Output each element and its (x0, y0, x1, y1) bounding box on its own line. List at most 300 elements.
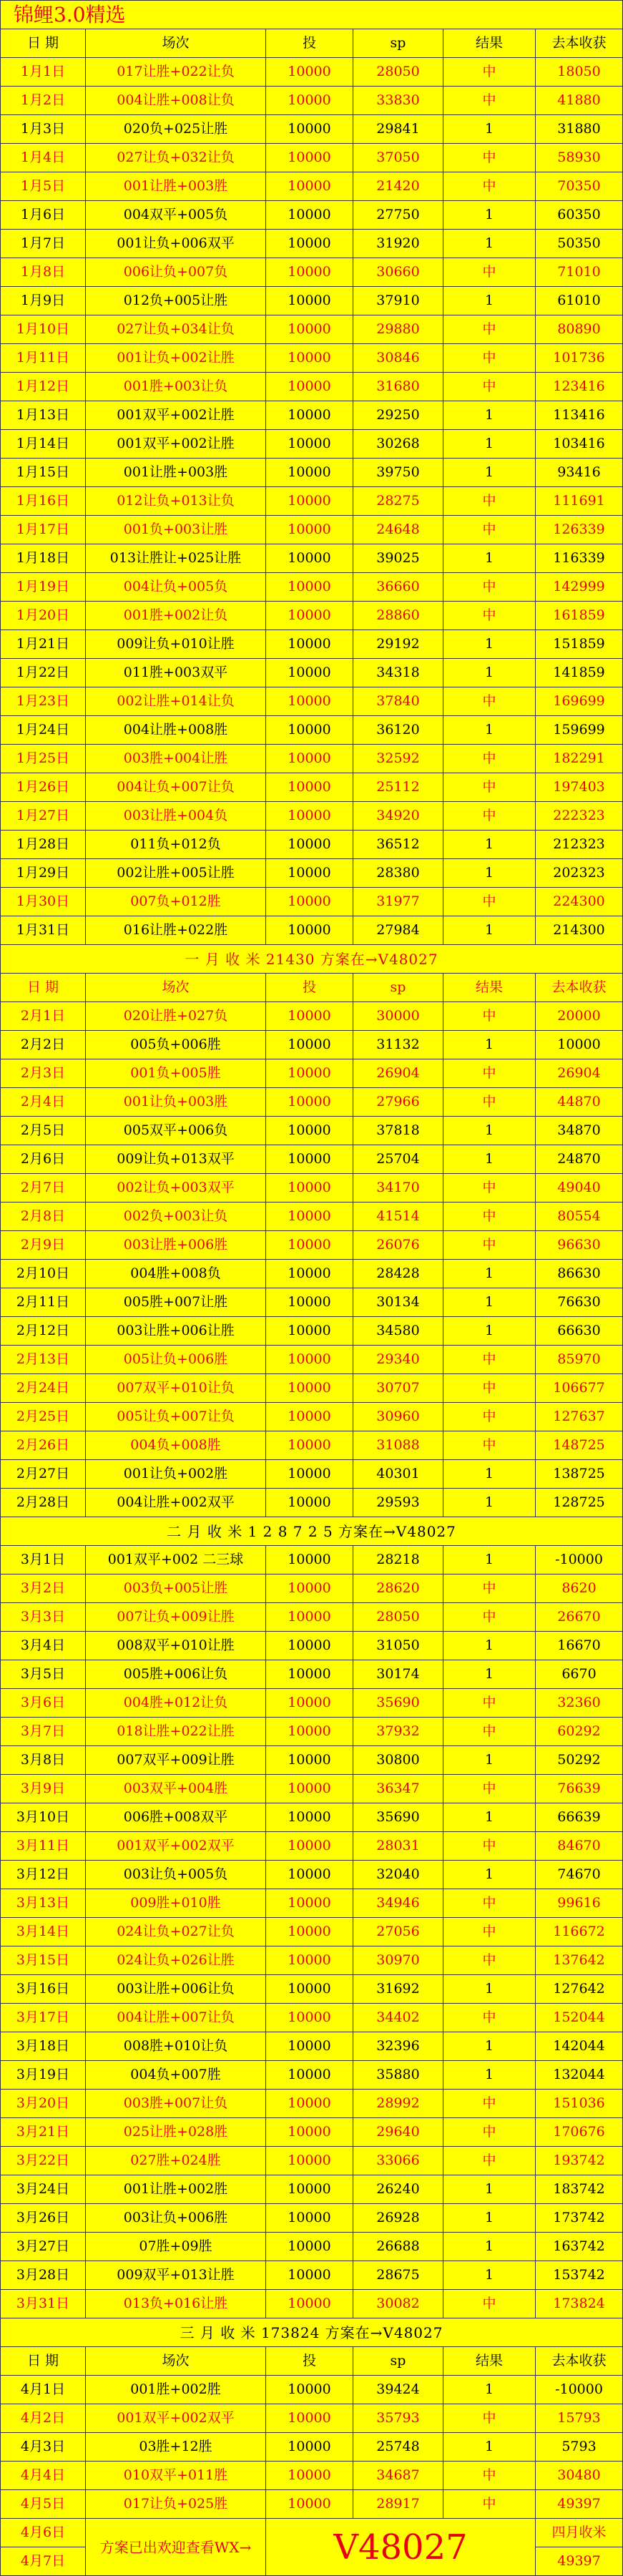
table-row (1, 1918, 623, 1946)
match-cell: 007双平+010让负 (86, 1374, 266, 1403)
profit-cell: 151036 (536, 2090, 623, 2118)
result-cell: 1 (443, 1288, 536, 1317)
header-result: 结果 (443, 974, 536, 1002)
date-cell: 1月30日 (1, 888, 86, 916)
stake-cell: 10000 (266, 2233, 353, 2261)
date-cell: 3月12日 (1, 1861, 86, 1889)
match-cell: 004让胜+002双平 (86, 1489, 266, 1517)
result-cell: 1 (443, 916, 536, 945)
result-cell: 1 (443, 831, 536, 859)
result-cell: 1 (443, 630, 536, 659)
header-result: 结果 (443, 2347, 536, 2376)
date-cell: 1月2日 (1, 87, 86, 115)
profit-cell: 71010 (536, 258, 623, 287)
profit-cell: 193742 (536, 2147, 623, 2175)
header-match: 场次 (86, 29, 266, 58)
match-cell: 024让负+027让负 (86, 1918, 266, 1946)
sp-cell: 28675 (353, 2261, 443, 2290)
match-cell: 009双平+013让胜 (86, 2261, 266, 2290)
sp-cell: 26076 (353, 1231, 443, 1260)
result-cell: 中 (443, 2290, 536, 2318)
table-row (1, 1861, 623, 1889)
result-cell: 1 (443, 1489, 536, 1517)
stake-cell: 10000 (266, 344, 353, 373)
table-row (1, 315, 623, 344)
sp-cell: 30800 (353, 1746, 443, 1775)
result-cell: 1 (443, 1660, 536, 1689)
table-row (1, 2118, 623, 2147)
table-row (1, 1403, 623, 1431)
profit-cell: 16670 (536, 1632, 623, 1660)
sp-cell: 25112 (353, 773, 443, 802)
match-cell: 004让胜+008胜 (86, 716, 266, 745)
table-row (1, 573, 623, 602)
month-summary: 二 月 收 米 1 2 8 7 2 5 方案在→V48027 (1, 1517, 623, 1546)
date-cell: 2月2日 (1, 1031, 86, 1059)
match-cell: 011胜+003双平 (86, 659, 266, 687)
match-cell: 016让胜+022胜 (86, 916, 266, 945)
sp-cell: 31050 (353, 1632, 443, 1660)
header-stake: 投 (266, 29, 353, 58)
profit-cell: 34870 (536, 1117, 623, 1145)
date-cell: 3月3日 (1, 1603, 86, 1632)
table-row (1, 2032, 623, 2061)
table-row (1, 2261, 623, 2290)
sp-cell: 31977 (353, 888, 443, 916)
header-row (1, 29, 623, 58)
sp-cell: 31132 (353, 1031, 443, 1059)
date-cell: 1月22日 (1, 659, 86, 687)
stake-cell: 10000 (266, 487, 353, 516)
profit-cell: 44870 (536, 1088, 623, 1117)
table-row (1, 2462, 623, 2490)
date-cell: 1月28日 (1, 831, 86, 859)
profit-cell: 93416 (536, 459, 623, 487)
result-cell: 中 (443, 602, 536, 630)
date-cell: 3月19日 (1, 2061, 86, 2090)
stake-cell: 10000 (266, 1575, 353, 1603)
sp-cell: 37910 (353, 287, 443, 315)
stake-cell: 10000 (266, 2061, 353, 2090)
match-cell: 001双平+002让胜 (86, 430, 266, 459)
date-cell: 2月25日 (1, 1403, 86, 1431)
table-row (1, 258, 623, 287)
sp-cell: 33830 (353, 87, 443, 115)
stake-cell: 10000 (266, 916, 353, 945)
stake-cell: 10000 (266, 687, 353, 716)
table-row (1, 1174, 623, 1203)
date-cell: 3月15日 (1, 1946, 86, 1975)
match-cell: 001让胜+002胜 (86, 2175, 266, 2204)
sp-cell: 28428 (353, 1260, 443, 1288)
date-cell: 2月5日 (1, 1117, 86, 1145)
sp-cell: 35690 (353, 1803, 443, 1832)
table-row (1, 1002, 623, 1031)
summary-row (1, 1517, 623, 1546)
date-cell: 1月7日 (1, 230, 86, 258)
table-row (1, 2376, 623, 2404)
result-cell: 1 (443, 2175, 536, 2204)
result-cell: 1 (443, 1632, 536, 1660)
match-cell: 013负+016让胜 (86, 2290, 266, 2318)
result-cell: 1 (443, 2261, 536, 2290)
sp-cell: 29841 (353, 115, 443, 144)
profit-cell: 70350 (536, 172, 623, 201)
result-cell: 中 (443, 1002, 536, 1031)
match-cell: 001负+003让胜 (86, 516, 266, 544)
profit-cell: 49040 (536, 1174, 623, 1203)
stake-cell: 10000 (266, 888, 353, 916)
stake-cell: 10000 (266, 573, 353, 602)
stake-cell: 10000 (266, 1632, 353, 1660)
profit-cell: 161859 (536, 602, 623, 630)
table-row (1, 230, 623, 258)
stake-cell: 10000 (266, 172, 353, 201)
table-row (1, 831, 623, 859)
table-row (1, 2204, 623, 2233)
summary-row (1, 2318, 623, 2347)
sp-cell: 32396 (353, 2032, 443, 2061)
result-cell: 1 (443, 1145, 536, 1174)
sp-cell: 37050 (353, 144, 443, 172)
date-cell: 2月7日 (1, 1174, 86, 1203)
table-row (1, 1975, 623, 2004)
match-cell: 002让胜+014让负 (86, 687, 266, 716)
month-total: 49397 (536, 2547, 623, 2576)
profit-cell: 111691 (536, 487, 623, 516)
profit-cell: 159699 (536, 716, 623, 745)
date-cell: 3月2日 (1, 1575, 86, 1603)
date-cell: 4月1日 (1, 2376, 86, 2404)
result-cell: 中 (443, 373, 536, 401)
table-row (1, 1431, 623, 1460)
match-cell: 003双平+004胜 (86, 1775, 266, 1803)
match-cell: 020让胜+027负 (86, 1002, 266, 1031)
stake-cell: 10000 (266, 2147, 353, 2175)
match-cell: 005负+006胜 (86, 1031, 266, 1059)
sp-cell: 29250 (353, 401, 443, 430)
sp-cell: 30082 (353, 2290, 443, 2318)
profit-cell: 128725 (536, 1489, 623, 1517)
profit-cell: 5793 (536, 2433, 623, 2462)
table-row (1, 716, 623, 745)
result-cell: 1 (443, 716, 536, 745)
header-stake: 投 (266, 974, 353, 1002)
header-row (1, 974, 623, 1002)
table-row (1, 2433, 623, 2462)
table-row (1, 487, 623, 516)
date-cell: 3月8日 (1, 1746, 86, 1775)
result-cell: 中 (443, 2147, 536, 2175)
table-row (1, 430, 623, 459)
date-cell: 3月1日 (1, 1546, 86, 1575)
profit-cell: 50350 (536, 230, 623, 258)
stake-cell: 10000 (266, 2376, 353, 2404)
match-cell: 024让负+026让胜 (86, 1946, 266, 1975)
table-row (1, 1117, 623, 1145)
sp-cell: 36660 (353, 573, 443, 602)
profit-cell: 212323 (536, 831, 623, 859)
sp-cell: 28050 (353, 58, 443, 87)
table-row (1, 2175, 623, 2204)
date-cell: 1月15日 (1, 459, 86, 487)
sp-cell: 34318 (353, 659, 443, 687)
sp-cell: 27984 (353, 916, 443, 945)
profit-cell: 182291 (536, 745, 623, 773)
result-cell: 中 (443, 58, 536, 87)
result-cell: 1 (443, 1031, 536, 1059)
sp-cell: 39025 (353, 544, 443, 573)
stake-cell: 10000 (266, 745, 353, 773)
match-cell: 009胜+010胜 (86, 1889, 266, 1918)
match-cell: 025让胜+028胜 (86, 2118, 266, 2147)
match-cell: 003负+005让胜 (86, 1575, 266, 1603)
sp-cell: 30174 (353, 1660, 443, 1689)
date-cell: 2月9日 (1, 1231, 86, 1260)
stake-cell: 10000 (266, 230, 353, 258)
table-row (1, 1288, 623, 1317)
table-row (1, 1546, 623, 1575)
header-match: 场次 (86, 2347, 266, 2376)
profit-cell: 142999 (536, 573, 623, 602)
sp-cell: 30707 (353, 1374, 443, 1403)
match-cell: 004让负+005负 (86, 573, 266, 602)
date-cell: 4月6日 (1, 2519, 86, 2547)
date-cell: 1月18日 (1, 544, 86, 573)
stake-cell: 10000 (266, 1431, 353, 1460)
result-cell: 中 (443, 1603, 536, 1632)
sp-cell: 36347 (353, 1775, 443, 1803)
table-row (1, 87, 623, 115)
result-cell: 1 (443, 859, 536, 888)
result-cell: 中 (443, 745, 536, 773)
match-cell: 001负+005胜 (86, 1059, 266, 1088)
table-row (1, 1803, 623, 1832)
table-row (1, 115, 623, 144)
profit-cell: 20000 (536, 1002, 623, 1031)
sp-cell: 37932 (353, 1718, 443, 1746)
date-cell: 3月11日 (1, 1832, 86, 1861)
stake-cell: 10000 (266, 716, 353, 745)
stake-cell: 10000 (266, 459, 353, 487)
match-cell: 013让胜让+025让胜 (86, 544, 266, 573)
result-cell: 中 (443, 87, 536, 115)
stake-cell: 10000 (266, 516, 353, 544)
sp-cell: 29593 (353, 1489, 443, 1517)
stake-cell: 10000 (266, 2204, 353, 2233)
result-cell: 1 (443, 1260, 536, 1288)
sp-cell: 30660 (353, 258, 443, 287)
profit-cell: 183742 (536, 2175, 623, 2204)
stake-cell: 10000 (266, 2404, 353, 2433)
table-row (1, 144, 623, 172)
date-cell: 1月13日 (1, 401, 86, 430)
profit-cell: 60350 (536, 201, 623, 230)
date-cell: 1月11日 (1, 344, 86, 373)
stake-cell: 10000 (266, 1746, 353, 1775)
result-cell: 1 (443, 1861, 536, 1889)
result-cell: 中 (443, 516, 536, 544)
profit-cell: 170676 (536, 2118, 623, 2147)
result-cell: 中 (443, 573, 536, 602)
profit-cell: -10000 (536, 1546, 623, 1575)
date-cell: 1月25日 (1, 745, 86, 773)
profit-cell: 106677 (536, 1374, 623, 1403)
stake-cell: 10000 (266, 2290, 353, 2318)
sp-cell: 34687 (353, 2462, 443, 2490)
header-sp: sp (353, 29, 443, 58)
profit-cell: 24870 (536, 1145, 623, 1174)
profit-cell: 58930 (536, 144, 623, 172)
sp-cell: 26688 (353, 2233, 443, 2261)
stake-cell: 10000 (266, 1374, 353, 1403)
table-row (1, 401, 623, 430)
stake-cell: 10000 (266, 630, 353, 659)
sp-cell: 28275 (353, 487, 443, 516)
result-cell: 中 (443, 1346, 536, 1374)
match-cell: 018让胜+022让胜 (86, 1718, 266, 1746)
stake-cell: 10000 (266, 1775, 353, 1803)
sp-cell: 24648 (353, 516, 443, 544)
sp-cell: 26928 (353, 2204, 443, 2233)
result-cell: 中 (443, 2118, 536, 2147)
stake-cell: 10000 (266, 401, 353, 430)
sp-cell: 28860 (353, 602, 443, 630)
stake-cell: 10000 (266, 1088, 353, 1117)
date-cell: 1月10日 (1, 315, 86, 344)
table-row (1, 1832, 623, 1861)
profit-cell: 148725 (536, 1431, 623, 1460)
result-cell: 中 (443, 2462, 536, 2490)
match-cell: 004负+007胜 (86, 2061, 266, 2090)
result-cell: 1 (443, 430, 536, 459)
summary-row (1, 945, 623, 974)
profit-cell: 141859 (536, 659, 623, 687)
profit-cell: 101736 (536, 344, 623, 373)
result-cell: 中 (443, 1889, 536, 1918)
match-cell: 001双平+002双平 (86, 2404, 266, 2433)
profit-cell: 76639 (536, 1775, 623, 1803)
date-cell: 3月9日 (1, 1775, 86, 1803)
result-cell: 1 (443, 1546, 536, 1575)
stake-cell: 10000 (266, 602, 353, 630)
stake-cell: 10000 (266, 287, 353, 315)
table-row (1, 459, 623, 487)
result-cell: 中 (443, 1689, 536, 1718)
stake-cell: 10000 (266, 144, 353, 172)
result-cell: 1 (443, 1746, 536, 1775)
profit-cell: 116672 (536, 1918, 623, 1946)
match-cell: 001双平+002双平 (86, 1832, 266, 1861)
date-cell: 1月8日 (1, 258, 86, 287)
date-cell: 3月22日 (1, 2147, 86, 2175)
table-row (1, 2090, 623, 2118)
match-cell: 011负+012负 (86, 831, 266, 859)
result-cell: 中 (443, 773, 536, 802)
match-cell: 003让胜+006让胜 (86, 1317, 266, 1346)
profit-cell: 86630 (536, 1260, 623, 1288)
profit-cell: 18050 (536, 58, 623, 87)
table-row (1, 1031, 623, 1059)
profit-cell: 26904 (536, 1059, 623, 1088)
profit-cell: 197403 (536, 773, 623, 802)
table-row (1, 2147, 623, 2175)
contact-note: 方案已出欢迎查看WX→ (86, 2519, 266, 2576)
stake-cell: 10000 (266, 1174, 353, 1203)
sp-cell: 29192 (353, 630, 443, 659)
match-cell: 001让胜+003胜 (86, 172, 266, 201)
sp-cell: 37818 (353, 1117, 443, 1145)
result-cell: 1 (443, 115, 536, 144)
sp-cell: 29340 (353, 1346, 443, 1374)
result-cell: 中 (443, 2004, 536, 2032)
stake-cell: 10000 (266, 1803, 353, 1832)
stake-cell: 10000 (266, 1889, 353, 1918)
match-cell: 006让负+007负 (86, 258, 266, 287)
sp-cell: 34920 (353, 802, 443, 831)
match-cell: 027让负+034让负 (86, 315, 266, 344)
result-cell: 1 (443, 2032, 536, 2061)
table-row (1, 802, 623, 831)
match-cell: 003胜+004让胜 (86, 745, 266, 773)
match-cell: 006胜+008双平 (86, 1803, 266, 1832)
date-cell: 2月1日 (1, 1002, 86, 1031)
table-row (1, 859, 623, 888)
header-profit: 去本收获 (536, 2347, 623, 2376)
stake-cell: 10000 (266, 430, 353, 459)
month-summary: 一 月 收 米 21430 方案在→V48027 (1, 945, 623, 974)
wx-id: V48027 (266, 2519, 536, 2576)
stake-cell: 10000 (266, 1403, 353, 1431)
stake-cell: 10000 (266, 201, 353, 230)
sp-cell: 34170 (353, 1174, 443, 1203)
date-cell: 1月24日 (1, 716, 86, 745)
sp-cell: 36120 (353, 716, 443, 745)
sp-cell: 28218 (353, 1546, 443, 1575)
table-row (1, 773, 623, 802)
profit-cell: 85970 (536, 1346, 623, 1374)
stake-cell: 10000 (266, 2261, 353, 2290)
stake-cell: 10000 (266, 1031, 353, 1059)
profit-cell: 66630 (536, 1317, 623, 1346)
header-sp: sp (353, 974, 443, 1002)
result-cell: 中 (443, 2490, 536, 2519)
match-cell: 020负+025让胜 (86, 115, 266, 144)
stake-cell: 10000 (266, 1603, 353, 1632)
date-cell: 3月24日 (1, 2175, 86, 2204)
result-cell: 1 (443, 201, 536, 230)
date-cell: 3月21日 (1, 2118, 86, 2147)
stake-cell: 10000 (266, 831, 353, 859)
date-cell: 3月31日 (1, 2290, 86, 2318)
profit-cell: 116339 (536, 544, 623, 573)
table-row (1, 287, 623, 315)
sp-cell: 39424 (353, 2376, 443, 2404)
table-row (1, 2290, 623, 2318)
match-cell: 007让负+009让胜 (86, 1603, 266, 1632)
profit-cell: 222323 (536, 802, 623, 831)
table-row (1, 544, 623, 573)
match-cell: 001让负+002让胜 (86, 344, 266, 373)
match-cell: 027胜+024胜 (86, 2147, 266, 2175)
sp-cell: 26904 (353, 1059, 443, 1088)
profit-cell: 61010 (536, 287, 623, 315)
title-row (1, 1, 623, 29)
date-cell: 1月6日 (1, 201, 86, 230)
table-row (1, 1145, 623, 1174)
date-cell: 2月6日 (1, 1145, 86, 1174)
sp-cell: 30970 (353, 1946, 443, 1975)
